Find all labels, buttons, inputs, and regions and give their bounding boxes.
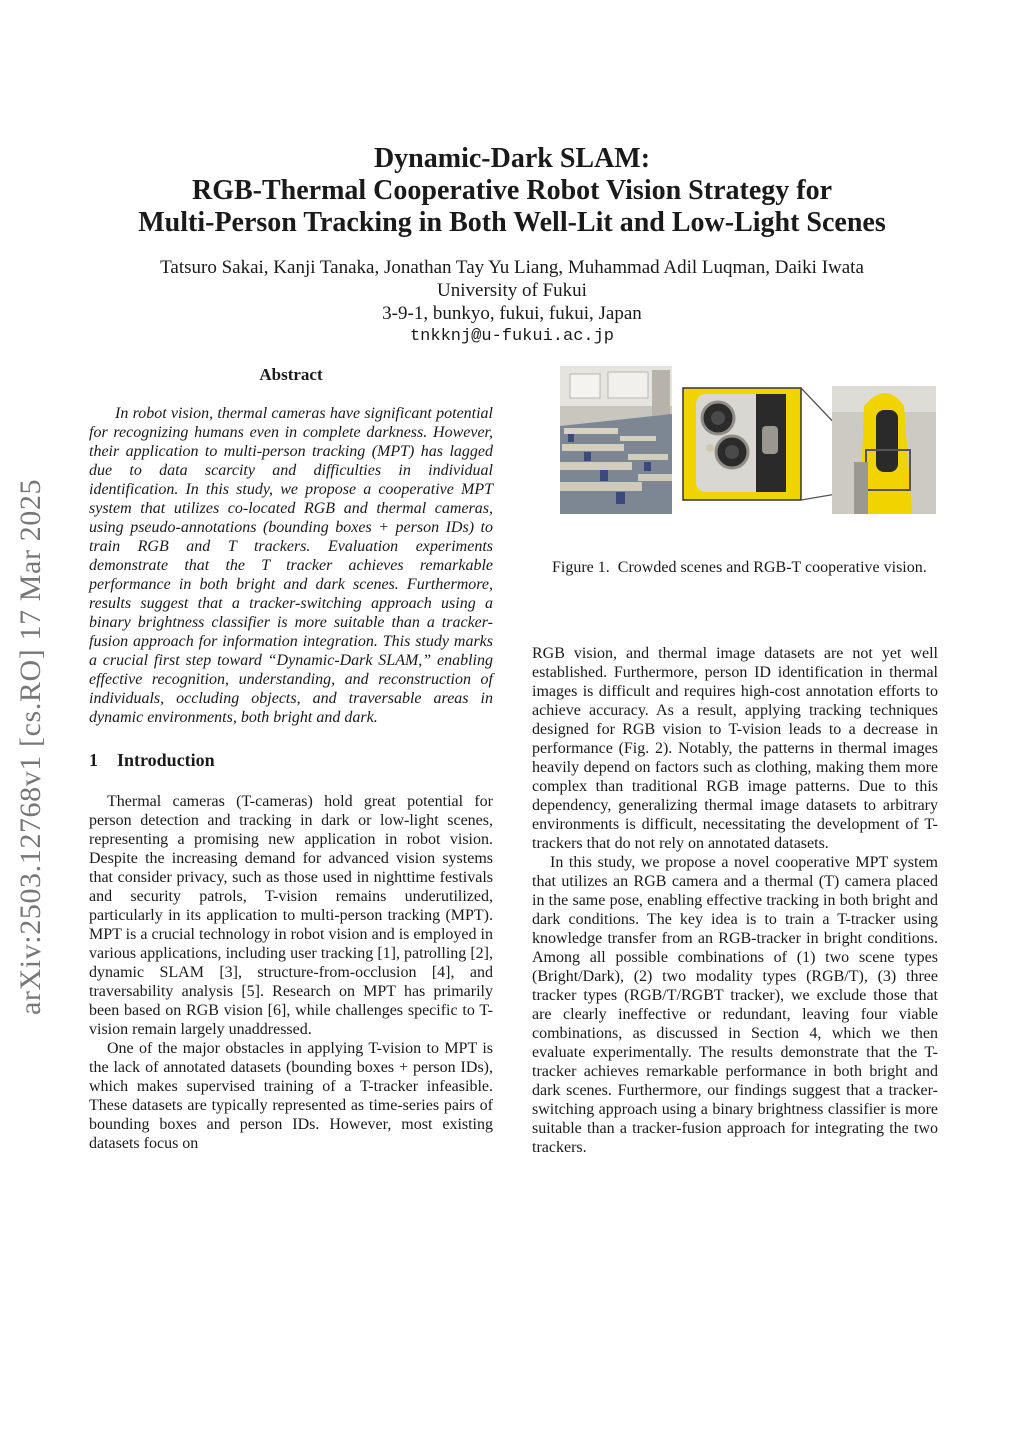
left-column bbox=[89, 365, 493, 1153]
author-list: Tatsuro Sakai, Kanji Tanaka, Jonathan Tay Yu Liang, Muhammad Adil Luqman, Daiki Iwata bbox=[160, 257, 864, 278]
affiliation: University of Fukui bbox=[437, 280, 587, 301]
right-column bbox=[532, 644, 938, 1157]
figure-caption-text: Crowded scenes and RGB-T cooperative vision. bbox=[617, 559, 927, 576]
intro-paragraph-2: One of the major obstacles in applying T-vision to MPT is the lack of annotated datasets (bounding boxes + person IDs), which makes supervised training of a T-tracker infeasible. These datasets are typically represented as time-series pairs of bounding boxes and person IDs. However, most existing datasets focus on bbox=[89, 1040, 493, 1152]
right-paragraph-2: In this study, we propose a novel cooperative MPT system that utilizes an RGB camera and a thermal (T) camera placed in the same pose, enabling effective tracking in both bright and dark conditions. The key idea is to train a T-tracker using knowledge transfer from an RGB-tracker in bright conditions. Among all possible combinations of (1) two scene types (Bright/Dark), (2) two modality types (RGB/T), (3) three tracker types (RGB/T/RGBT tracker), we exclude those that are clearly ineffective or redundant, leaving four viable combinations, as discussed in Section 4, which we then evaluate experimentally. The results demonstrate that the T-tracker achieves remarkable performance in both bright and dark scenes. Furthermore, our findings suggest that a tracker-switching approach using a binary brightness classifier is more suitable than a tracker-fusion approach for integrating the two trackers. bbox=[532, 854, 938, 1156]
figure-1-images bbox=[560, 366, 938, 516]
paper-title-line-1: Dynamic-Dark SLAM: bbox=[373, 143, 651, 174]
abstract-heading: Abstract bbox=[259, 365, 323, 384]
arxiv-identifier: arXiv:2503.12768v1 [cs.RO] 17 Mar 2025 bbox=[14, 478, 47, 1015]
figure-label: Figure 1. bbox=[552, 559, 610, 576]
figure-1 bbox=[560, 366, 938, 516]
email-address: tnkknj@u-fukui.ac.jp bbox=[409, 327, 615, 346]
section-number: 1 bbox=[89, 750, 98, 770]
figure-1-caption bbox=[552, 558, 932, 577]
abstract-body: In robot vision, thermal cameras have significant potential for recognizing humans even in complete darkness. However, their application to multi-person tracking (MPT) has lagged due to data scarcity and difficulties in individual identification. In this study, we propose a cooperative MPT system that utilizes co-located RGB and thermal cameras, using pseudo-annotations (bounding boxes + person IDs) to train RGB and T trackers. Evaluation experiments demonstrate that the T tracker achieves remarkable performance in both bright and dark scenes. Furthermore, results suggest that a tracker-switching approach using a binary brightness classifier is more suitable than a tracker-fusion approach for information integration. This study marks a crucial first step toward “Dynamic-Dark SLAM,” enabling effective recognition, understanding, and reconstruction of individuals, occluding objects, and traversable areas in dynamic environments, both bright and dark. bbox=[89, 405, 493, 726]
paper-title-line-2: RGB-Thermal Cooperative Robot Vision Strategy for bbox=[191, 175, 833, 206]
right-paragraph-1: RGB vision, and thermal image datasets are not yet well established. Furthermore, person ID identification in thermal images is difficult and requires high-cost annotation efforts to achieve accuracy. As a result, applying tracking techniques designed for RGB vision to T-vision leads to a decrease in performance (Fig. 2). Notably, the patterns in thermal images heavily depend on factors such as clothing, making them more complex than traditional RGB image patterns. Due to this dependency, generalizing thermal image datasets to arbitrary environments is difficult, necessitating the development of T-trackers that do not rely on annotated datasets. bbox=[532, 645, 938, 852]
paper-title-line-3: Multi-Person Tracking in Both Well-Lit and Low-Light Scenes bbox=[138, 207, 886, 238]
title-block bbox=[0, 143, 1024, 349]
address: 3-9-1, bunkyo, fukui, fukui, Japan bbox=[382, 303, 642, 324]
section-title: Introduction bbox=[117, 750, 215, 770]
device-photo bbox=[832, 386, 936, 514]
intro-paragraph-1: Thermal cameras (T-cameras) hold great potential for person detection and tracking in dark or low-light scenes, representing a promising new application in robot vision. Despite the increasing demand for advanced vision systems that consider privacy, such as those used in nighttime festivals and security patrols, T-vision remains underutilized, particularly in its application to multi-person tracking (MPT). MPT is a crucial technology in robot vision and is employed in various applications, including user tracking [1], patrolling [2], dynamic SLAM [3], structure-from-occlusion [4], and traversability analysis [5]. Research on MPT has primarily been based on RGB vision [6], while challenges specific to T-vision remain largely unaddressed. bbox=[89, 793, 493, 1038]
section-heading-introduction bbox=[89, 751, 493, 770]
classroom-photo bbox=[560, 366, 672, 514]
camera-closeup-photo bbox=[683, 388, 801, 500]
